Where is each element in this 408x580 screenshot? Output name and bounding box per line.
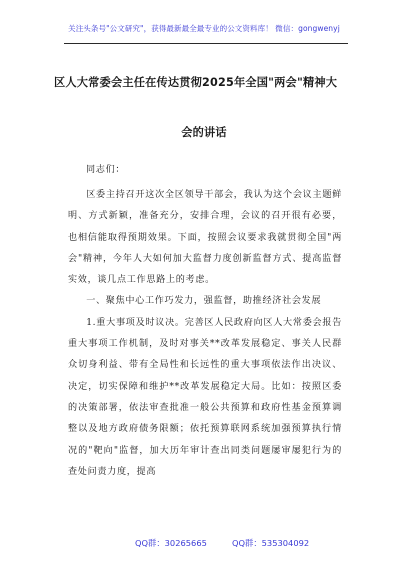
header-note: 关注头条号"公文研究"，获得最新最全最专业的公文资料库！ 微信：gongwenyj xyxy=(68,24,340,33)
document-title-line-1: 区人大常委会主任在传达贯彻2025年全国"两会"精神大 xyxy=(54,76,338,89)
section-heading: 一、聚焦中心工作巧发力，强监督，助推经济社会发展 xyxy=(86,296,322,307)
header-divider xyxy=(64,43,348,44)
footer-qq-group-2: QQ群：535304092 xyxy=(232,538,310,548)
body-paragraph: 区委主持召开这次全区领导干部会，我认为这个会议主题鲜明、方式新颖，准备充分，安排合理，会议的召开很有必要，也相信能取得预期效果。下面，按照会议要求我就贯彻全国"两会"精神，今年人大如何加大监督力度创新监督方式、提高监督实效，谈几点工作思路上的考虑。 xyxy=(68,190,342,286)
footer-qq-group-1: QQ群：30265665 xyxy=(135,538,207,548)
document-title-line-2: 会的讲话 xyxy=(181,126,227,139)
salutation: 同志们： xyxy=(86,165,126,175)
document-body xyxy=(68,185,342,483)
body-paragraph: 1.重大事项及时议决。完善区人民政府向区人大常委会报告重大事项工作机制，及时对事关**改革发展稳定、事关人民群众切身利益、带有全局性和长远性的重大事项依法作出决议、决定，切实保障和维护**改革发展稳定大局。比如：按照区委的决策部署，依法审查批准一般公共预算和政府性基金预算调整以及地方政府债务限额；依托预算联网系统加强预算执行情况的"靶向"监督，加大历年审计查出同类问题屡审屡犯行为的查处问责力度，提高 xyxy=(68,317,342,477)
